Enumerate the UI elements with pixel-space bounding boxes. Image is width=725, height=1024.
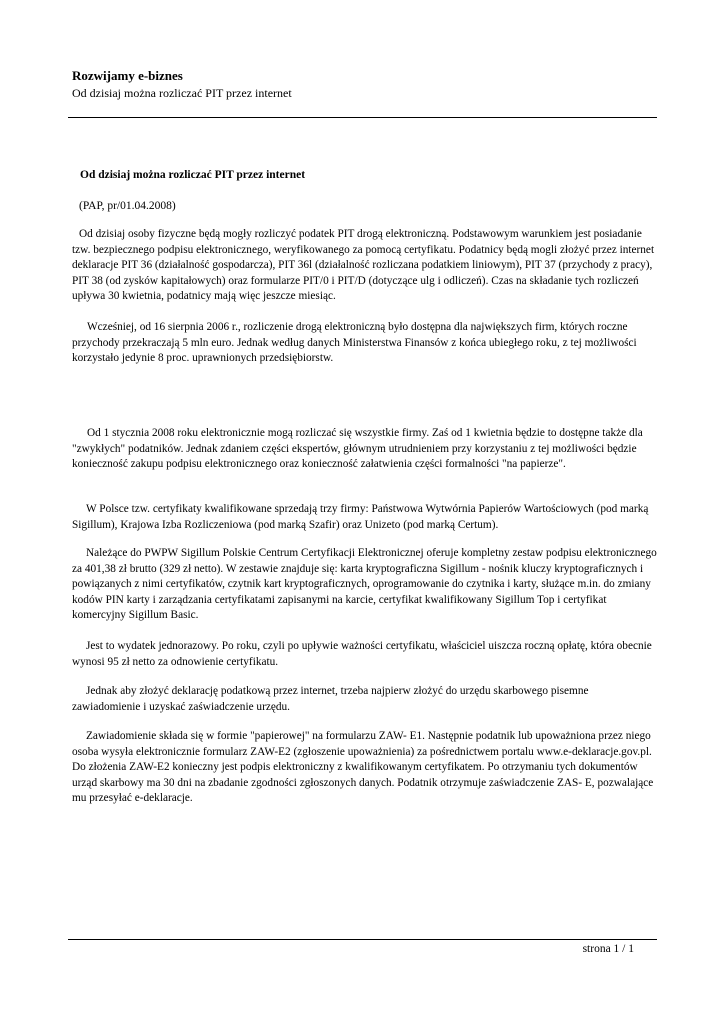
- article-paragraph-8: Zawiadomienie składa się w formie "papierowej" na formularzu ZAW- E1. Następnie podatnik lub upoważniona przez niego osoba wysyła elektronicznie formularz ZAW-E2 (zgłoszenie upoważnienia) za pośrednictwem portalu www.e-deklaracje.gov.pl. Do złożenia ZAW-E2 konieczny jest podpis elektroniczny z kwalifikowanym certyfikatem. Po otrzymaniu tych dokumentów urząd skarbowy ma 30 dni na zbadanie zgodności zgłoszonych danych. Podatnik otrzymuje zaświadczenie ZAS- E, pozwalające mu przesyłać e-deklaracje.: [72, 730, 654, 805]
- header-divider: [68, 117, 657, 118]
- article-paragraph-6: Jest to wydatek jednorazowy. Po roku, czyli po upływie ważności certyfikatu, właściciel uiszcza roczną opłatę, która obecnie wynosi 95 zł netto za odnowienie certyfikatu.: [72, 640, 652, 668]
- article-paragraph-1: Od dzisiaj osoby fizyczne będą mogły rozliczyć podatek PIT drogą elektroniczną. Podstawowym warunkiem jest posiadanie tzw. bezpiecznego podpisu elektronicznego, weryfikowanego za pomocą certyfikatu. Podatnicy będą mogli złożyć przez internet deklaracje PIT 36 (działalność gospodarcza), PIT 36l (działalność rozliczana podatkiem liniowym), PIT 37 (przychody z pracy), PIT 38 (od zysków kapitałowych) oraz formularze PIT/0 i PIT/D (dotyczące ulg i odliczeń). Czas na składanie tych rozliczeń upływa 30 kwietnia, podatnicy mają więc jeszcze miesiąc.: [72, 228, 655, 303]
- article-paragraph-5: Należące do PWPW Sigillum Polskie Centrum Certyfikacji Elektronicznej oferuje kompletny zestaw podpisu elektronicznego za 401,38 zł brutto (329 zł netto). W zestawie znajduje się: karta kryptograficzna Sigillum - nośnik kluczy kryptograficznych i powiązanych z nimi certyfikatów, czytnik kart kryptograficznych, oprogramowanie do czytnika i karty, służące m.in. do zmiany kodów PIN karty i zarządzania certyfikatami zapisanymi na karcie, certyfikat kwalifikowany Sigillum Top i certyfikat komercyjny Sigillum Basic.: [72, 547, 657, 622]
- article-title: Od dzisiaj można rozliczać PIT przez internet: [80, 169, 306, 181]
- article-source: (PAP, pr/01.04.2008): [79, 200, 176, 212]
- site-title: Rozwijamy e-biznes: [72, 68, 183, 83]
- article-paragraph-7: Jednak aby złożyć deklarację podatkową przez internet, trzeba najpierw złożyć do urzędu skarbowego pisemne zawiadomienie i uzyskać zaświadczenie urzędu.: [72, 685, 589, 713]
- site-subtitle: Od dzisiaj można rozliczać PIT przez internet: [72, 86, 292, 100]
- page-number: strona 1 / 1: [582, 943, 634, 955]
- article-paragraph-4: W Polsce tzw. certyfikaty kwalifikowane sprzedają trzy firmy: Państwowa Wytwórnia Papierów Wartościowych (pod marką Sigillum), Krajowa Izba Rozliczeniowa (pod marką Szafir) oraz Unizeto (pod marką Certum).: [72, 503, 649, 531]
- footer-divider: [68, 939, 657, 940]
- article-paragraph-3: Od 1 stycznia 2008 roku elektronicznie mogą rozliczać się wszystkie firmy. Zaś od 1 kwietnia będzie to dostępne także dla "zwykłych" podatników. Jednak zdaniem części ekspertów, głównym utrudnieniem przy korzystaniu z tej możliwości będzie konieczność zakupu podpisu elektronicznego oraz konieczność załatwienia części formalności "na papierze".: [72, 427, 643, 471]
- article-paragraph-2: Wcześniej, od 16 sierpnia 2006 r., rozliczenie drogą elektroniczną było dostępna dla największych firm, których roczne przychody przekraczają 5 mln euro. Jednak według danych Ministerstwa Finansów z końca ubiegłego roku, z tej możliwości korzystało jedynie 8 proc. uprawnionych przedsiębiorstw.: [72, 321, 637, 365]
